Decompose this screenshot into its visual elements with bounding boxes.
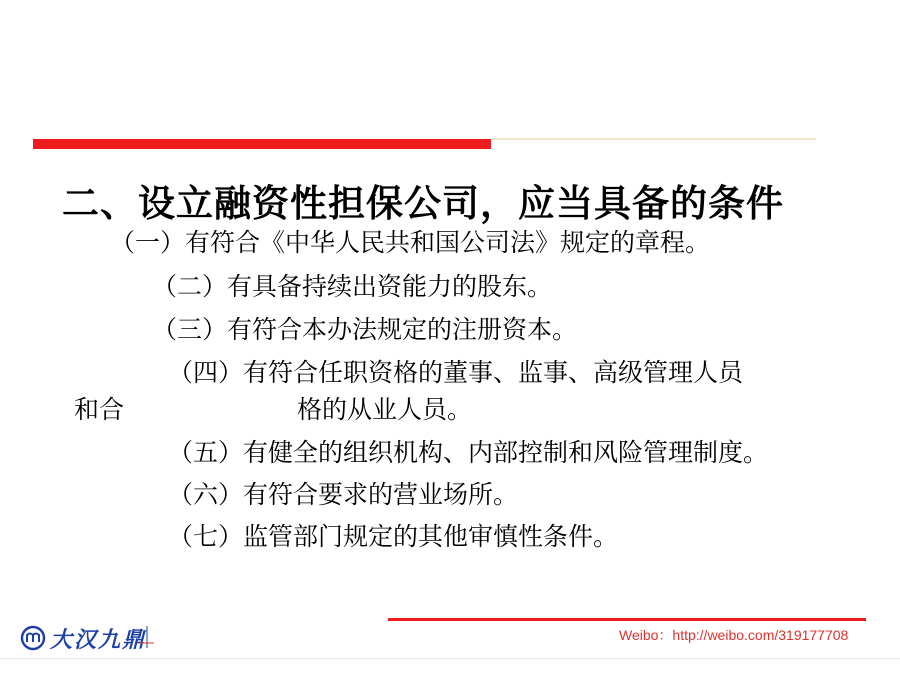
footer-divider: [0, 658, 900, 659]
list-item-4-continuation: 格的从业人员。: [297, 395, 473, 424]
list-item-4: （四）有符合任职资格的董事、监事、高级管理人员: [168, 358, 744, 387]
logo-emblem-icon: [20, 625, 46, 651]
company-logo: [20, 622, 146, 654]
slide-heading: 二、设立融资性担保公司，应当具备的条件: [62, 182, 784, 225]
list-item-6: （六）有符合要求的营业场所。: [168, 480, 519, 509]
title-accent-bar: [33, 139, 491, 149]
list-item-4-wrap-prefix: 和合: [74, 395, 125, 424]
list-item-2: （二）有具备持续出资能力的股东。: [152, 272, 553, 301]
logo-text: 大汉九鼎: [50, 626, 147, 653]
footer-accent-line: [388, 618, 866, 621]
logo-crosshair-icon: [140, 626, 154, 648]
title-divider-line: [491, 138, 816, 140]
list-item-1: （一）有符合《中华人民共和国公司法》规定的章程。: [110, 228, 711, 257]
list-item-3: （三）有符合本办法规定的注册资本。: [152, 315, 578, 344]
list-item-7: （七）监管部门规定的其他审慎性条件。: [168, 522, 619, 551]
list-item-5: （五）有健全的组织机构、内部控制和风险管理制度。: [168, 438, 769, 467]
weibo-link[interactable]: Weibo：http://weibo.com/319177708: [619, 627, 849, 643]
